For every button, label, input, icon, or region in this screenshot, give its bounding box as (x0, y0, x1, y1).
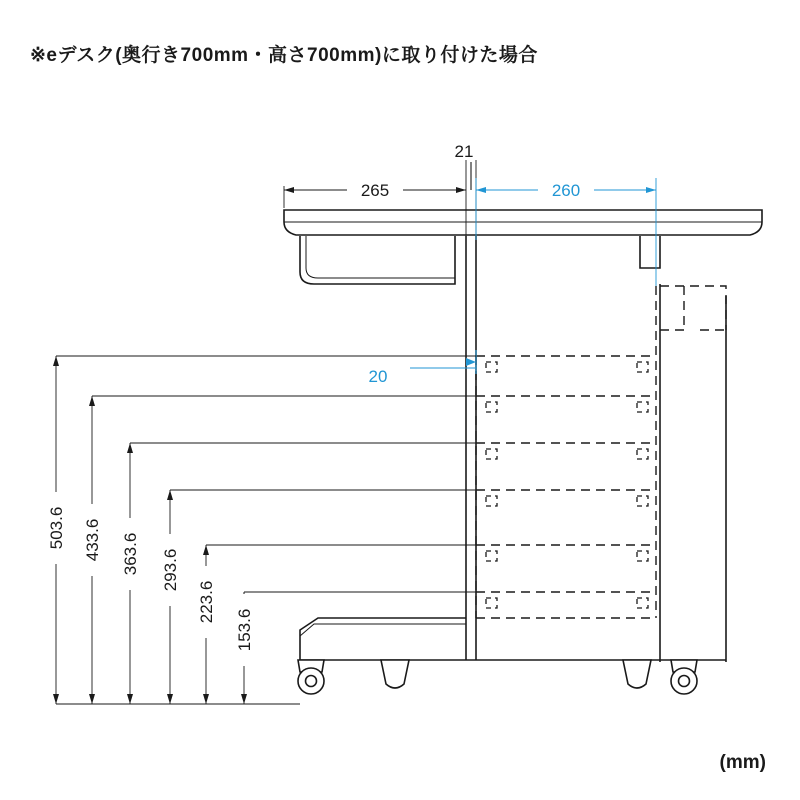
dim-153-6-label: 153.6 (235, 608, 254, 652)
dim-260-group (476, 178, 656, 202)
dim-293-6-group (158, 534, 182, 606)
dim-363-6-group (118, 518, 142, 590)
dim-265-label: 265 (360, 181, 390, 200)
cabinet-body (300, 284, 726, 662)
keyboard-tray (300, 236, 455, 284)
dim-20-label: 20 (368, 367, 388, 386)
drawer-handles (486, 362, 648, 608)
base-rail (300, 618, 466, 660)
dim-265-group (284, 178, 466, 202)
dim-223-6-label: 223.6 (197, 580, 216, 624)
dim-293-6-label: 293.6 (161, 548, 180, 592)
caster-rear-left (381, 660, 409, 688)
dim-20-group (369, 350, 476, 386)
caster-front-left (298, 660, 324, 694)
caster-front-right (671, 660, 697, 694)
dim-503-6-group (44, 492, 68, 564)
dim-433-6-group (80, 504, 104, 576)
dim-223-6-group (194, 566, 218, 638)
page-title: ※eデスク(奥行き700mm・高さ700mm)に取り付けた場合 (30, 45, 538, 66)
desk-top (284, 210, 762, 235)
hidden-drawer-unit (476, 286, 726, 618)
dim-433-6-label: 433.6 (83, 518, 102, 562)
desk-center-panel (466, 236, 476, 660)
dim-363-6-label: 363.6 (121, 532, 140, 576)
dim-21-group (455, 142, 474, 190)
dim-260-label: 260 (551, 181, 581, 200)
dim-503-6-label: 503.6 (47, 506, 66, 550)
desk-hook-bracket (640, 236, 660, 268)
dim-153-6-group (232, 594, 256, 666)
dim-21-label: 21 (454, 142, 474, 161)
caster-rear-right (623, 660, 651, 688)
unit-label: (mm) (719, 752, 766, 773)
